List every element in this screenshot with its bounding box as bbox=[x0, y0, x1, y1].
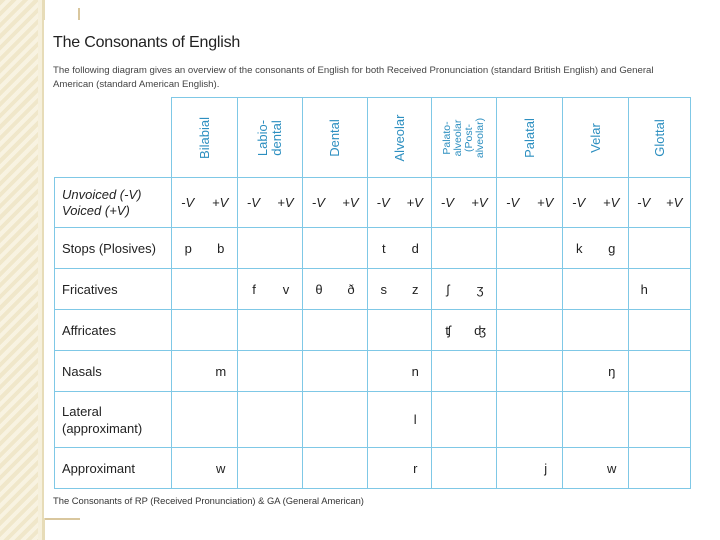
unvoiced-marker: -V bbox=[246, 195, 260, 210]
cell-pair bbox=[303, 282, 367, 297]
voiced-symbol: v bbox=[282, 281, 290, 297]
voiced-symbol: n bbox=[411, 363, 419, 379]
voicing-cell bbox=[368, 178, 432, 228]
cell-pair bbox=[368, 412, 431, 427]
table-cell bbox=[303, 448, 368, 489]
cell-pair bbox=[563, 241, 628, 256]
column-header bbox=[497, 98, 563, 178]
voiced-symbol: g bbox=[608, 240, 616, 256]
table-row bbox=[55, 392, 691, 448]
table-cell bbox=[172, 448, 238, 489]
voiced-marker: +V bbox=[666, 195, 683, 210]
column-header bbox=[432, 98, 497, 178]
cell-pair bbox=[432, 282, 496, 297]
column-header-label: Dental bbox=[327, 118, 342, 157]
page-title: The Consonants of English bbox=[53, 34, 241, 51]
voiced-marker: +V bbox=[277, 195, 294, 210]
table-cell bbox=[432, 448, 497, 489]
voicing-cell bbox=[172, 178, 238, 228]
table-cell bbox=[368, 351, 432, 392]
table-cell bbox=[497, 448, 563, 489]
unvoiced-symbol: k bbox=[576, 240, 583, 256]
unvoiced-marker: -V bbox=[637, 195, 651, 210]
consonant-table bbox=[54, 97, 691, 489]
table-row bbox=[55, 448, 691, 489]
column-header bbox=[172, 98, 238, 178]
cell-pair bbox=[563, 364, 628, 379]
column-header bbox=[238, 98, 303, 178]
unvoiced-symbol: p bbox=[184, 240, 192, 256]
unvoiced-symbol: t bbox=[381, 240, 386, 256]
decorative-strip bbox=[0, 0, 42, 540]
voiced-symbol: ð bbox=[347, 281, 355, 297]
row-label-nasals: Nasals bbox=[55, 351, 172, 392]
table-cell bbox=[368, 448, 432, 489]
table-cell bbox=[629, 269, 691, 310]
table-cell bbox=[563, 310, 629, 351]
table-cell bbox=[172, 269, 238, 310]
table-cell bbox=[368, 269, 432, 310]
voiced-symbol: ŋ bbox=[608, 363, 616, 379]
unvoiced-symbol: ʧ bbox=[445, 322, 451, 338]
table-cell bbox=[172, 351, 238, 392]
cell-pair bbox=[172, 241, 237, 256]
column-header-label: Palato- alveolar (Post- alveolar) bbox=[441, 117, 486, 158]
unvoiced-marker: -V bbox=[440, 195, 454, 210]
table-cell bbox=[303, 310, 368, 351]
table-cell bbox=[238, 351, 303, 392]
table-cell bbox=[432, 269, 497, 310]
table-cell bbox=[303, 269, 368, 310]
table-cell bbox=[563, 269, 629, 310]
intro-text: The following diagram gives an overview of the consonants of English for both Received Pronunciation (standard British English) and General American (standard American English). bbox=[53, 65, 654, 90]
unvoiced-symbol: h bbox=[640, 281, 648, 297]
table-cell bbox=[497, 310, 563, 351]
voiced-marker: +V bbox=[212, 195, 229, 210]
table-cell bbox=[629, 448, 691, 489]
table-cell bbox=[368, 392, 432, 448]
voicing-pair bbox=[432, 195, 496, 210]
voiced-symbol: r bbox=[413, 460, 418, 476]
table-cell bbox=[563, 392, 629, 448]
table-cell bbox=[238, 448, 303, 489]
voiced-marker: +V bbox=[406, 195, 423, 210]
voicing-pair bbox=[368, 195, 431, 210]
cell-pair bbox=[368, 364, 431, 379]
voiced-symbol: j bbox=[544, 460, 548, 476]
voicing-cell bbox=[303, 178, 368, 228]
unvoiced-symbol: f bbox=[252, 281, 256, 297]
table-cell bbox=[172, 310, 238, 351]
column-header-label: Labio- dental bbox=[255, 119, 284, 156]
voicing-cell bbox=[432, 178, 497, 228]
table-cell bbox=[238, 269, 303, 310]
voiced-marker: +V bbox=[471, 195, 488, 210]
table-cell bbox=[432, 310, 497, 351]
column-header bbox=[368, 98, 432, 178]
voicing-pair bbox=[563, 195, 628, 210]
unvoiced-marker: -V bbox=[376, 195, 390, 210]
row-label-affricates: Affricates bbox=[55, 310, 172, 351]
table-cell bbox=[432, 351, 497, 392]
table-cell bbox=[238, 228, 303, 269]
cell-pair bbox=[172, 364, 237, 379]
column-header bbox=[303, 98, 368, 178]
voiced-marker: +V bbox=[603, 195, 620, 210]
voiced-marker: +V bbox=[537, 195, 554, 210]
voiced-symbol: l bbox=[413, 412, 417, 427]
table-cell bbox=[497, 351, 563, 392]
table-row bbox=[55, 310, 691, 351]
voicing-cell bbox=[238, 178, 303, 228]
table-caption: The Consonants of RP (Received Pronunciation) & GA (General American) bbox=[53, 495, 364, 506]
column-header bbox=[563, 98, 629, 178]
cell-pair bbox=[497, 461, 562, 476]
voiced-symbol: d bbox=[411, 240, 419, 256]
table-cell bbox=[303, 351, 368, 392]
voicing-row-label: Unvoiced (-V) Voiced (+V) bbox=[55, 178, 172, 228]
table-row bbox=[55, 351, 691, 392]
table-cell bbox=[563, 448, 629, 489]
table-cell bbox=[303, 228, 368, 269]
column-header-label: Bilabial bbox=[196, 116, 212, 159]
voiced-symbol: ʒ bbox=[476, 281, 484, 297]
unvoiced-marker: -V bbox=[572, 195, 586, 210]
unvoiced-marker: -V bbox=[506, 195, 520, 210]
voicing-row bbox=[55, 178, 691, 228]
row-label-stops-plosives: Stops (Plosives) bbox=[55, 228, 172, 269]
voiced-symbol: b bbox=[217, 240, 225, 256]
voicing-pair bbox=[238, 195, 302, 210]
unvoiced-symbol: ʃ bbox=[446, 281, 450, 297]
column-header-label: Velar bbox=[587, 122, 603, 153]
table-cell bbox=[368, 310, 432, 351]
table-cell bbox=[629, 228, 691, 269]
corner-cell bbox=[55, 98, 172, 178]
table-cell bbox=[368, 228, 432, 269]
voiced-symbol: w bbox=[607, 460, 617, 476]
voicing-cell bbox=[563, 178, 629, 228]
voiced-symbol: z bbox=[412, 281, 419, 297]
table-cell bbox=[629, 392, 691, 448]
voicing-pair bbox=[303, 195, 367, 210]
voicing-cell bbox=[629, 178, 691, 228]
voiced-symbol: m bbox=[215, 363, 227, 379]
voiced-symbol: ʤ bbox=[474, 322, 486, 338]
voicing-pair bbox=[172, 195, 237, 210]
table-cell bbox=[563, 228, 629, 269]
table-cell bbox=[172, 392, 238, 448]
table-cell bbox=[432, 228, 497, 269]
table-cell bbox=[629, 310, 691, 351]
cell-pair bbox=[563, 461, 628, 476]
voiced-symbol: w bbox=[216, 460, 226, 476]
column-header bbox=[629, 98, 691, 178]
header-row bbox=[55, 98, 691, 178]
table-cell bbox=[563, 351, 629, 392]
table-cell bbox=[497, 228, 563, 269]
unvoiced-symbol: s bbox=[380, 281, 387, 297]
table-cell bbox=[238, 310, 303, 351]
table-cell bbox=[497, 269, 563, 310]
cell-pair bbox=[238, 282, 302, 297]
column-header-label: Glottal bbox=[651, 118, 667, 157]
voicing-pair bbox=[629, 195, 690, 210]
cell-pair bbox=[368, 241, 431, 256]
table-cell bbox=[303, 392, 368, 448]
table-cell bbox=[497, 392, 563, 448]
row-label-fricatives: Fricatives bbox=[55, 269, 172, 310]
cell-pair bbox=[368, 282, 431, 297]
column-header-label: Palatal bbox=[521, 117, 537, 158]
cell-pair bbox=[172, 461, 237, 476]
table-cell bbox=[629, 351, 691, 392]
table-row bbox=[55, 269, 691, 310]
row-label-approximant: Approximant bbox=[55, 448, 172, 489]
column-header-label: Alveolar bbox=[391, 114, 407, 161]
unvoiced-symbol: θ bbox=[315, 281, 323, 297]
unvoiced-marker: -V bbox=[181, 195, 195, 210]
row-label-lateral-approximant: Lateral (approximant) bbox=[55, 392, 172, 448]
table-row bbox=[55, 228, 691, 269]
table-cell bbox=[238, 392, 303, 448]
unvoiced-marker: -V bbox=[311, 195, 325, 210]
voicing-cell bbox=[497, 178, 563, 228]
cell-pair bbox=[629, 282, 690, 297]
table-cell bbox=[172, 228, 238, 269]
cell-pair bbox=[432, 323, 496, 338]
voiced-marker: +V bbox=[342, 195, 359, 210]
voicing-pair bbox=[497, 195, 562, 210]
cell-pair bbox=[368, 461, 431, 476]
table-cell bbox=[432, 392, 497, 448]
